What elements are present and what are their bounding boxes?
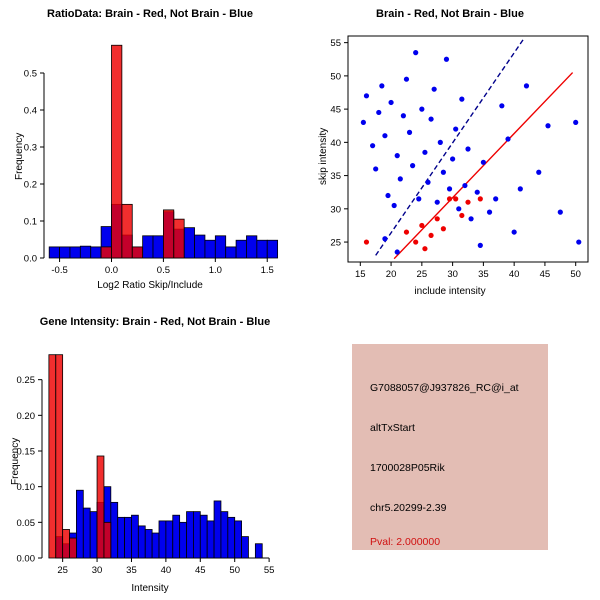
svg-text:0.10: 0.10 [16,482,35,494]
intensity-scatter-panel [300,0,600,300]
svg-text:35: 35 [330,171,341,183]
svg-text:20: 20 [385,269,397,280]
svg-text:45: 45 [539,269,551,280]
gene-intensity-plot [0,300,300,600]
svg-text:50: 50 [229,565,240,576]
gene-intensity-panel [0,300,300,600]
svg-text:0.15: 0.15 [16,446,35,458]
svg-text:35: 35 [478,269,489,280]
svg-text:0.0: 0.0 [104,265,119,276]
svg-text:0.20: 0.20 [16,410,35,422]
svg-text:55: 55 [263,565,275,576]
svg-text:45: 45 [195,565,206,576]
svg-text:0.25: 0.25 [16,375,35,387]
info-line-pval: Pval: 2.000000 [370,536,441,548]
svg-text:0.2: 0.2 [23,179,37,191]
svg-text:30: 30 [330,204,341,216]
svg-text:40: 40 [508,269,520,280]
svg-text:0.5: 0.5 [23,68,37,80]
svg-text:0.4: 0.4 [23,105,37,117]
svg-text:25: 25 [330,237,341,249]
info-line-locus: chr5.20299-2.39 [370,502,447,514]
ratio-histogram-ylabel: Frequency [14,132,25,180]
intensity-scatter-title: Brain - Red, Not Brain - Blue [376,8,524,20]
annotation-info-box [352,344,548,550]
ratio-histogram-title: RatioData: Brain - Red, Not Brain - Blue [47,8,253,20]
svg-text:30: 30 [447,269,458,280]
svg-text:0.5: 0.5 [156,265,171,276]
svg-text:0.00: 0.00 [16,553,35,565]
svg-text:25: 25 [57,565,68,576]
ratio-histogram-plot [0,0,300,300]
svg-text:-0.5: -0.5 [51,265,68,276]
svg-text:0.05: 0.05 [16,517,35,529]
info-line-probe: G7088057@J937826_RC@i_at [370,382,519,394]
gene-intensity-title: Gene Intensity: Brain - Red, Not Brain - Blue [39,316,271,328]
intensity-scatter-plot [300,0,600,300]
svg-text:1.5: 1.5 [260,265,274,276]
gene-intensity-xlabel: Intensity [131,583,169,594]
svg-text:30: 30 [91,565,103,576]
svg-text:25: 25 [416,269,428,280]
svg-text:50: 50 [330,71,341,83]
intensity-scatter-xlabel: include intensity [414,286,486,297]
intensity-scatter-ylabel: skip intensity [318,127,329,185]
svg-text:15: 15 [355,269,366,280]
svg-text:1.0: 1.0 [208,265,222,276]
ratio-histogram-panel [0,0,300,300]
gene-intensity-ylabel: Frequency [10,437,21,485]
svg-text:45: 45 [330,104,341,116]
svg-text:40: 40 [330,137,341,149]
svg-text:40: 40 [160,565,172,576]
svg-text:35: 35 [126,565,137,576]
ratio-histogram-xlabel: Log2 Ratio Skip/Include [97,280,203,291]
svg-text:0.0: 0.0 [23,253,37,265]
svg-text:55: 55 [330,38,341,50]
info-line-event-type: altTxStart [370,422,415,434]
svg-text:0.3: 0.3 [23,142,37,154]
info-line-gene: 1700028P05Rik [370,462,445,474]
svg-text:50: 50 [570,269,581,280]
svg-text:0.1: 0.1 [23,216,37,228]
